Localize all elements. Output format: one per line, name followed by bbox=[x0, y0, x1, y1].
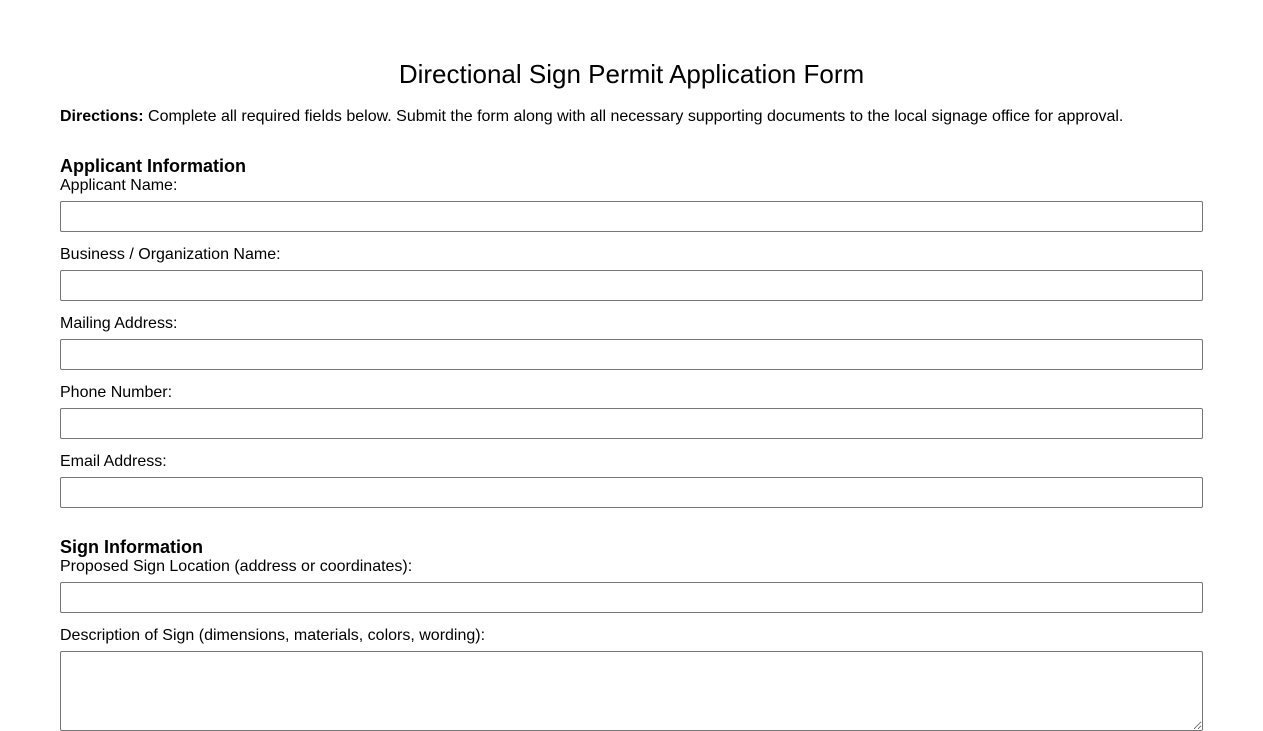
field-sign-description bbox=[60, 627, 1203, 731]
directions bbox=[60, 108, 1203, 126]
label-mailing-address: Mailing Address: bbox=[60, 315, 178, 332]
field-phone bbox=[60, 384, 1203, 439]
field-applicant-name bbox=[60, 177, 1203, 232]
field-mailing-address bbox=[60, 315, 1203, 370]
applicant-name-input[interactable] bbox=[60, 201, 1203, 232]
label-phone: Phone Number: bbox=[60, 384, 173, 401]
label-applicant-name: Applicant Name: bbox=[60, 177, 178, 194]
directions-label: Directions: bbox=[60, 108, 144, 125]
label-sign-location: Proposed Sign Location (address or coordinates): bbox=[60, 558, 413, 575]
directions-text: Complete all required fields below. Submit the form along with all necessary supporting documents to the local signage office for approval. bbox=[143, 108, 1124, 125]
phone-input[interactable] bbox=[60, 408, 1203, 439]
label-business-name: Business / Organization Name: bbox=[60, 246, 281, 263]
email-input[interactable] bbox=[60, 477, 1203, 508]
sign-description-textarea[interactable] bbox=[60, 651, 1203, 731]
field-email bbox=[60, 453, 1203, 508]
section-heading-applicant: Applicant Information bbox=[60, 156, 246, 176]
label-sign-description: Description of Sign (dimensions, materials, colors, wording): bbox=[60, 627, 486, 644]
sign-location-input[interactable] bbox=[60, 582, 1203, 613]
field-sign-location bbox=[60, 558, 1203, 613]
label-email: Email Address: bbox=[60, 453, 167, 470]
business-name-input[interactable] bbox=[60, 270, 1203, 301]
page-title: Directional Sign Permit Application Form bbox=[398, 59, 865, 89]
section-heading-sign: Sign Information bbox=[60, 537, 203, 557]
mailing-address-input[interactable] bbox=[60, 339, 1203, 370]
field-business-name bbox=[60, 246, 1203, 301]
